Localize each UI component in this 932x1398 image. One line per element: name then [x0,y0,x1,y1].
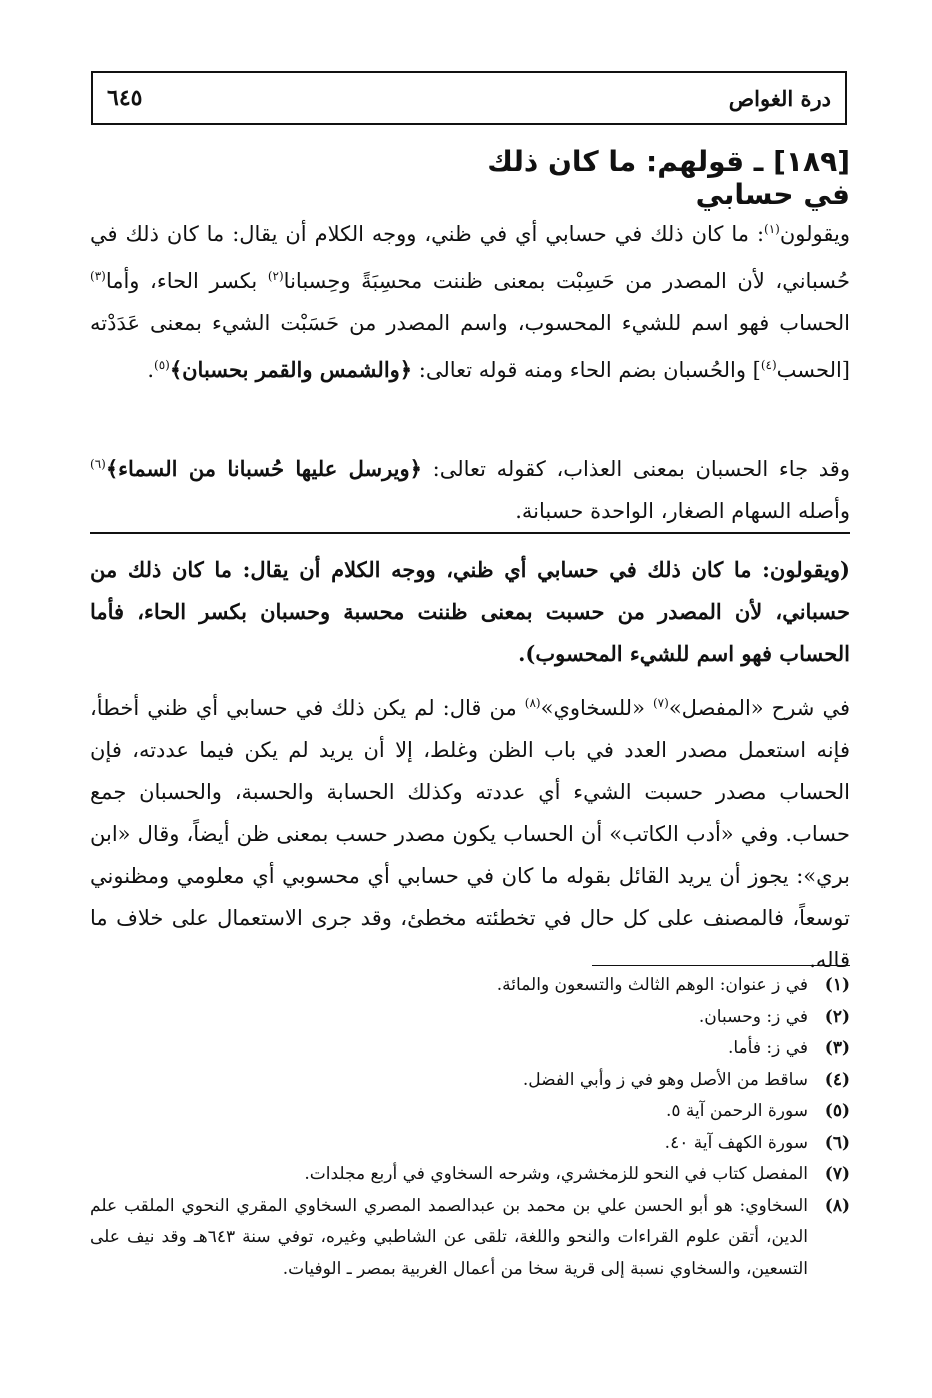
p4-text-a: في شرح «المفصل» [668,696,850,720]
p1-text-end: . [147,358,154,382]
page-number: ٦٤٥ [107,85,143,111]
p1-text-a: ويقولون [779,222,850,246]
footnote-text: سورة الرحمن آية ٥. [665,1101,808,1121]
footnote-ref-2[interactable]: (٢) [267,269,284,283]
footnote-number: (١) [824,975,850,995]
p2-text-a: وقد جاء الحسبان بمعنى العذاب، كقوله تعالى: [421,457,850,481]
p1-text-d: الحساب فهو اسم للشيء المحسوب، واسم المصدر من حَسَبْت الشيء بمعنى عَدَدْته [الحسب [90,311,850,382]
footnote-number: (٣) [824,1038,850,1058]
footnote-ref-4[interactable]: (٤) [760,358,777,372]
book-title: درة الغواص [728,85,831,111]
footnote-text: في ز: فأما. [727,1038,808,1058]
footnotes [90,970,850,1285]
quran-verse-1: ﴿والشمس والقمر بحسبان﴾ [169,357,413,382]
paragraph-1 [90,208,850,391]
footnote [90,1128,850,1160]
running-header [91,71,847,125]
footnote-text: المفصل كتاب في النحو للزمخشري، وشرحه السخاوي في أربع مجلدات. [304,1164,808,1184]
footnote [90,1096,850,1128]
footnote-separator [592,965,850,966]
quoted-original-text: (ويقولون: ما كان ذلك في حسابي أي ظني، ووجه الكلام أن يقال: ما كان ذلك من حسباني، لأن المصدر من حسبت بمعنى ظننت محسبة وحسبان بكسر الحاء، فأما الحساب فهو اسم للشيء المحسوب). [90,557,850,666]
p2-text-b: وأصله السهام الصغار، الواحدة حسبانة. [515,499,850,523]
p1-text-b: : ما كان ذلك في حسابي أي في ظني، ووجه الكلام أن يقال: ما كان ذلك في حُسباني، لأن المصدر من حَسِبْت بمعنى ظننت محسِبَةً وحِسبانا [90,222,850,293]
footnote-number: (٦) [824,1132,850,1153]
footnote [90,1191,850,1286]
footnote [90,1159,850,1191]
footnote-ref-3[interactable]: (٣) [90,269,106,283]
section-divider [90,532,850,534]
footnote [90,1065,850,1097]
footnote-number: (٥) [824,1101,850,1121]
footnote-text: في ز عنوان: الوهم الثالث والتسعون والمائة. [496,975,808,995]
footnote [90,1033,850,1065]
footnote [90,970,850,1002]
p4-text-b: «للسخاوي» [540,696,653,720]
footnote-text: ساقط من الأصل وهو في ز وأبي الفضل. [522,1069,808,1090]
p1-text-c: بكسر الحاء، وأما [105,269,268,293]
commentary-paragraph [90,682,850,981]
footnote-ref-7[interactable]: (٧) [652,696,669,710]
footnote-number: (٢) [824,1006,850,1027]
footnote-text: سورة الكهف آية ٤٠. [664,1132,808,1153]
footnote-number: (٨) [824,1195,850,1216]
footnote [90,1002,850,1034]
quran-verse-2: ﴿ويرسل عليها حُسبانا من السماء﴾ [105,456,422,481]
footnote-text: في ز: وحسبان. [698,1006,808,1027]
footnote-number: (٤) [824,1069,850,1090]
footnote-ref-6[interactable]: (٦) [90,457,106,471]
footnote-text: السخاوي: هو أبو الحسن علي بن محمد بن عبدالصمد المصري السخاوي المقري النحوي الملقب علم الدين، أتقن علوم القراءات والنحو واللغة، تلقى عن الشاطبي وغيره، توفي سنة ٦٤٣هـ وقد نيف على التسعين، والسخاوي نسبة إلى قرية سخا من أعمال الغربية بمصر ـ الوفيات. [90,1195,808,1279]
footnote-number: (٧) [824,1164,850,1184]
footnote-ref-1[interactable]: (١) [764,222,780,236]
footnote-ref-5[interactable]: (٥) [154,358,170,372]
paragraph-2 [90,443,850,532]
footnote-ref-8[interactable]: (٨) [524,696,541,710]
section-heading: [١٨٩] ـ قولهم: ما كان ذلك في حسابي [487,145,850,211]
p4-text-c: من قال: لم يكن ذلك في حسابي أي ظني أخطأ، فإنه استعمل مصدر العدد في باب الظن وغلط، إلا أن يريد لم يكن فيما عددته، فإن الحساب مصدر حسبت الشيء أي عددته وكذلك الحسابة والحسبة، والحسبان جمع حساب. وفي «أدب الكاتب» أن الحساب يكون مصدر حسب بمعنى ظن أيضاً، وقال «ابن بري»: يجوز أن يريد القائل بقوله ما كان في حسابي أي محسوبي أي معلومي ومظنوني توسعاً، فالمصنف على كل حال في تخطئته مخطئ، وقد جرى الاستعمال على خلاف ما قاله. [90,696,850,972]
p1-text-e: ] والحُسبان بضم الحاء ومنه قوله تعالى: [412,358,761,382]
